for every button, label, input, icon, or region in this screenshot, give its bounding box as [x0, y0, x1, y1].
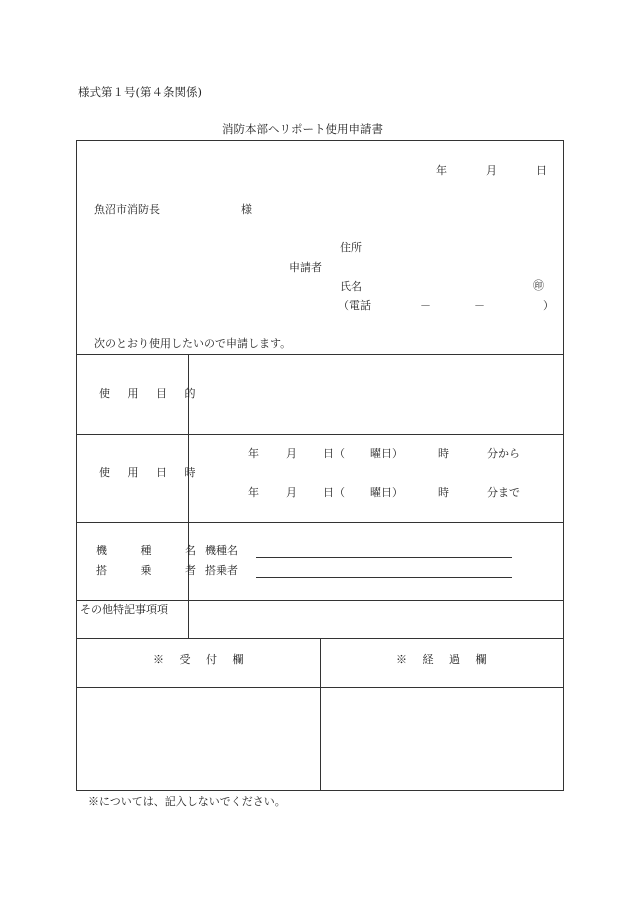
form-title: 消防本部ヘリポート使用申請書: [222, 122, 383, 136]
datetime-label: 使 用 日 時: [99, 466, 203, 479]
other-notes-field[interactable]: [190, 602, 562, 636]
progress-header: ※ 経 過 欄: [396, 653, 493, 666]
divider-header: [76, 354, 564, 355]
phone-dash-2: －: [474, 299, 485, 312]
phone-open: （電話: [338, 299, 371, 312]
purpose-label: 使 用 目 的: [99, 387, 203, 400]
progress-area: [322, 689, 562, 789]
applicant-label: 申請者: [289, 261, 322, 274]
end-minute: 分まで: [487, 486, 520, 499]
end-year: 年: [248, 486, 259, 499]
end-weekday: 曜日）: [370, 486, 403, 499]
date-year: 年: [436, 164, 447, 177]
form-number: 様式第１号(第４条関係): [78, 85, 202, 99]
start-weekday: 曜日）: [370, 447, 403, 460]
aircraft-model-input[interactable]: [256, 557, 512, 558]
start-day: 日（: [323, 447, 345, 460]
date-month: 月: [486, 164, 497, 177]
crew-field-label: 搭乗者: [205, 564, 238, 577]
footnote: ※については、記入しないでください。: [88, 795, 286, 808]
divider-purpose: [76, 434, 564, 435]
divider-datetime: [76, 522, 564, 523]
address-label: 住所: [340, 241, 362, 254]
start-minute: 分から: [487, 447, 520, 460]
name-label: 氏名: [340, 280, 362, 293]
aircraft-model-label: 機 種 名: [96, 544, 211, 557]
request-statement: 次のとおり使用したいので申請します。: [94, 337, 292, 350]
phone-dash-1: －: [420, 299, 431, 312]
honorific: 様: [241, 203, 252, 216]
start-month: 月: [286, 447, 297, 460]
office-column-divider: [320, 638, 321, 791]
crew-label: 搭 乗 者: [96, 564, 211, 577]
other-notes-label: その他特記事項項: [80, 603, 168, 616]
divider-aircraft: [76, 600, 564, 601]
addressee: 魚沼市消防長: [94, 203, 160, 216]
purpose-field[interactable]: [190, 356, 562, 432]
end-day: 日（: [323, 486, 345, 499]
date-day: 日: [536, 164, 547, 177]
start-hour: 時: [438, 447, 449, 460]
reception-area: [78, 689, 318, 789]
start-year: 年: [248, 447, 259, 460]
end-month: 月: [286, 486, 297, 499]
aircraft-model-field-label: 機種名: [205, 544, 238, 557]
phone-close: ）: [543, 299, 554, 312]
crew-input[interactable]: [256, 577, 512, 578]
end-hour: 時: [438, 486, 449, 499]
seal-mark: ㊞: [533, 279, 544, 292]
reception-header: ※ 受 付 欄: [153, 653, 250, 666]
